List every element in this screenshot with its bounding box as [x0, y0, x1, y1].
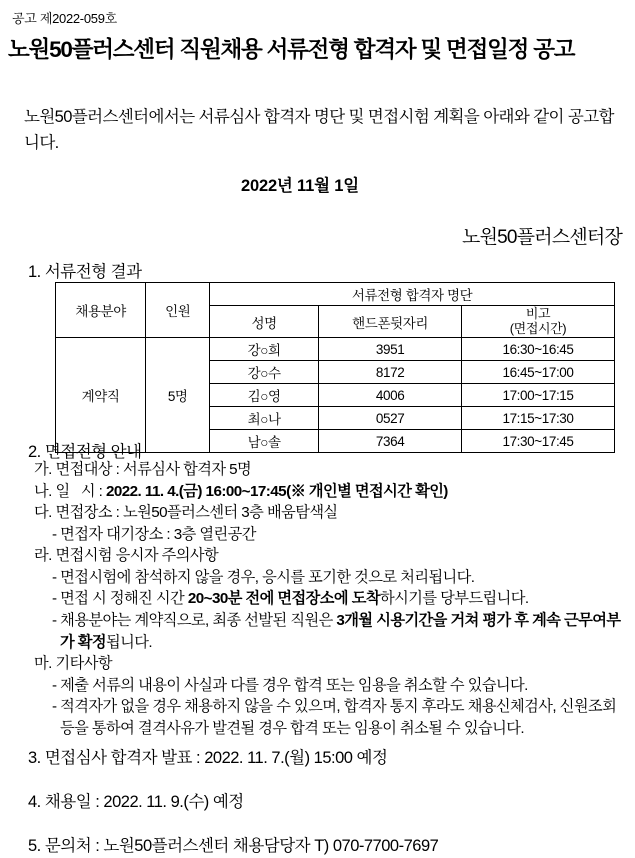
section5-contact: 5. 문의처 : 노원50플러스센터 채용담당자 T) 070-7700-7697 — [28, 837, 439, 855]
cell-time: 16:30~16:45 — [462, 338, 615, 361]
item-interview-target: 가. 면접대상 : 서류심사 합격자 5명 — [34, 461, 252, 478]
item-datetime-label2: 시 : — [80, 482, 103, 500]
cell-field: 계약직 — [56, 338, 146, 453]
cell-time: 17:15~17:30 — [462, 407, 615, 430]
item-interview-place: 다. 면접장소 : 노원50플러스센터 3층 배움탐색실 — [34, 504, 338, 522]
item-other-1: - 제출 서류의 내용이 사실과 다를 경우 합격 또는 임용을 취소할 수 있습니다. — [52, 676, 528, 694]
section3-announcement: 3. 면접심사 합격자 발표 : 2022. 11. 7.(월) 15:00 예정 — [28, 749, 388, 767]
results-table — [55, 282, 615, 453]
cell-time: 17:30~17:45 — [462, 430, 615, 453]
item-waiting-place: - 면접자 대기장소 : 3층 열린공간 — [52, 525, 256, 543]
header-note-main: 비고 — [525, 306, 551, 321]
cell-phone: 7364 — [319, 430, 462, 453]
section2-body — [22, 459, 622, 740]
precaution-2-post: 하시기를 당부드립니다. — [379, 590, 529, 608]
cell-name: 최○나 — [210, 407, 319, 430]
item-precautions-heading: 라. 면접시험 응시자 주의사항 — [34, 547, 219, 565]
announcement-date: 2022년 11월 1일 — [241, 177, 359, 195]
precaution-3-bold1: 3개월 시용기간을 거쳐 평가 후 계 — [336, 612, 547, 630]
cell-phone: 0527 — [319, 407, 462, 430]
header-phone: 핸드폰뒷자리 — [319, 306, 462, 338]
section2-heading: 2. 면접전형 안내 — [28, 443, 142, 461]
item-datetime-label: 나. 일 — [34, 482, 70, 500]
cell-time: 16:45~17:00 — [462, 361, 615, 384]
item-precaution-3 — [22, 610, 622, 653]
item-interview-datetime — [22, 481, 622, 503]
intro-paragraph: 노원50플러스센터에서는 서류심사 합격자 명단 및 면접시험 계획을 아래와 같이 공고합니다. — [24, 108, 614, 152]
header-group: 서류전형 합격자 명단 — [210, 283, 615, 306]
item-precaution-1: - 면접시험에 참석하지 않을 경우, 응시를 포기한 것으로 처리됩니다. — [52, 568, 475, 586]
cell-name: 강○희 — [210, 338, 319, 361]
notice-number: 공고 제2022-059호 — [12, 11, 117, 26]
item-other-2: - 적격자가 없을 경우 채용하지 않을 수 있으며, 합격자 통지 후라도 채용신체검사, 신원조회 등을 통하여 결격사유가 발견될 경우 합격 또는 임용이 취소될 수 있습니다. — [52, 698, 617, 737]
header-count: 인원 — [146, 283, 210, 338]
header-note — [462, 306, 615, 338]
precaution-3-post: 됩니다. — [106, 633, 153, 651]
precaution-3-bold2: 속 근무여부가 확정 — [60, 612, 621, 651]
header-note-sub: (면접시간) — [509, 320, 567, 336]
section1-heading: 1. 서류전형 결과 — [28, 263, 142, 281]
cell-phone: 4006 — [319, 384, 462, 407]
item-precaution-2 — [22, 588, 622, 610]
cell-count: 5명 — [146, 338, 210, 453]
cell-time: 17:00~17:15 — [462, 384, 615, 407]
item-other-heading: 마. 기타사항 — [34, 655, 112, 673]
header-name: 성명 — [210, 306, 319, 338]
table-row — [56, 338, 615, 361]
cell-name: 남○솔 — [210, 430, 319, 453]
section4-hire-date: 4. 채용일 : 2022. 11. 9.(수) 예정 — [28, 793, 244, 811]
cell-name: 김○영 — [210, 384, 319, 407]
table-header-row-1 — [56, 283, 615, 306]
precaution-3-pre: - 채용분야는 계약직으로, 최종 선발된 직원은 — [52, 612, 337, 630]
precaution-2-bold: 20~30분 전에 면접장소에 도착 — [187, 590, 380, 608]
cell-phone: 8172 — [319, 361, 462, 384]
page-title: 노원50플러스센터 직원채용 서류전형 합격자 및 면접일정 공고 — [8, 37, 575, 62]
cell-name: 강○수 — [210, 361, 319, 384]
header-field: 채용분야 — [56, 283, 146, 338]
issuer-name: 노원50플러스센터장 — [462, 227, 622, 248]
item-datetime-value: 2022. 11. 4.(금) 16:00~17:45(※ 개인별 면접시간 확인) — [105, 482, 448, 500]
precaution-2-pre: - 면접 시 정해진 시간 — [52, 590, 188, 608]
cell-phone: 3951 — [319, 338, 462, 361]
